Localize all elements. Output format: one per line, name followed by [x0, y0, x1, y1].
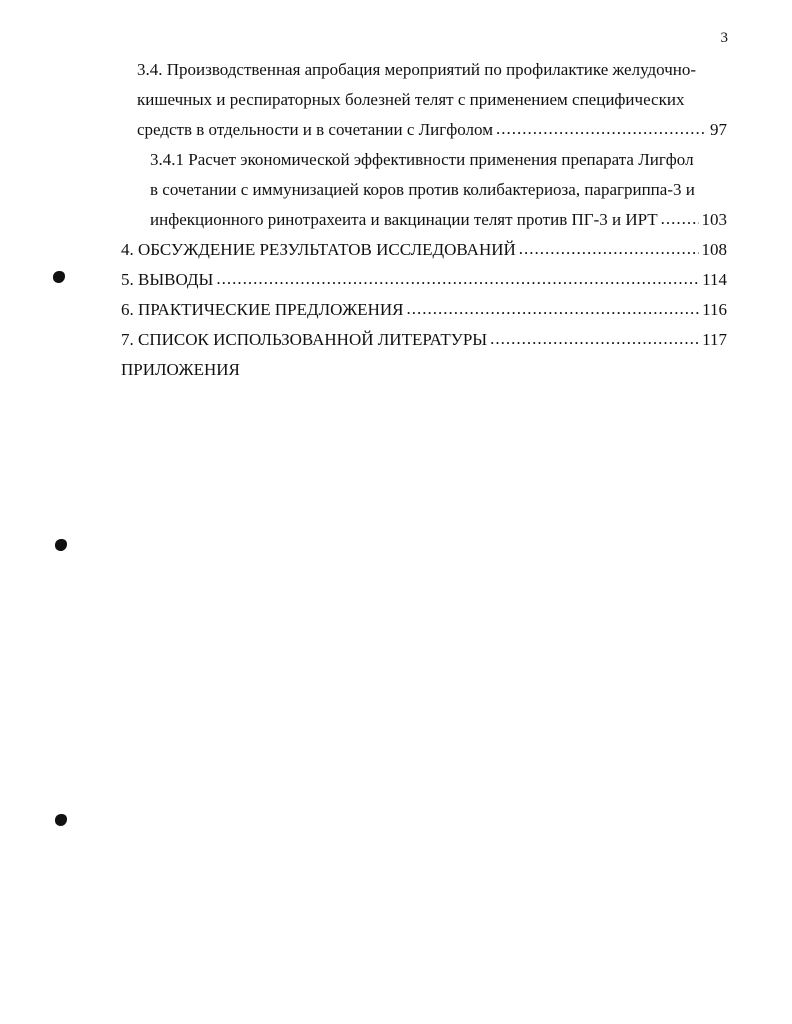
toc-entry-6 — [121, 295, 727, 325]
toc-entry-3-4 — [137, 115, 727, 145]
toc-4-page: 108 — [701, 240, 727, 259]
toc-3-4-1-line-1: 3.4.1 Расчет экономической эффективности применения препарата Лигфол — [150, 150, 694, 169]
toc-3-4-1-line-2: в сочетании с иммунизацией коров против колибактериоза, парагриппа-3 и — [150, 180, 695, 199]
toc-entry-4 — [121, 235, 727, 265]
toc-entry-3-4-1 — [150, 205, 727, 235]
toc-6-page: 116 — [702, 300, 727, 319]
dot-leader — [496, 114, 707, 144]
toc-entry-7 — [121, 325, 727, 355]
toc-3-4-line-2: кишечных и респираторных болезней телят с применением специфических — [137, 90, 685, 109]
toc-3-4-1-page: 103 — [701, 210, 727, 229]
dot-leader — [406, 294, 699, 324]
toc-4-title: 4. ОБСУЖДЕНИЕ РЕЗУЛЬТАТОВ ИССЛЕДОВАНИЙ — [121, 240, 516, 259]
toc-3-4-1-line-3: инфекционного ринотрахеита и вакцинации телят против ПГ-3 и ИРТ — [150, 210, 658, 229]
toc-3-4-line-3: средств в отдельности и в сочетании с Лигфолом — [137, 120, 493, 139]
dot-leader — [216, 264, 699, 294]
toc-6-title: 6. ПРАКТИЧЕСКИЕ ПРЕДЛОЖЕНИЯ — [121, 300, 404, 319]
page-number: 3 — [720, 30, 728, 46]
toc-5-title: 5. ВЫВОДЫ — [121, 270, 214, 289]
toc-appendix: ПРИЛОЖЕНИЯ — [121, 360, 240, 379]
dot-leader — [519, 234, 699, 264]
dot-leader — [490, 324, 699, 354]
toc-5-page: 114 — [702, 270, 727, 289]
toc-entry-5 — [121, 265, 727, 295]
dot-leader — [661, 204, 699, 234]
toc-7-title: 7. СПИСОК ИСПОЛЬЗОВАННОЙ ЛИТЕРАТУРЫ — [121, 330, 488, 349]
toc-3-4-page: 97 — [710, 120, 727, 139]
toc-3-4-line-1: 3.4. Производственная апробация мероприятий по профилактике желудочно- — [137, 60, 697, 79]
punch-hole-mark — [55, 814, 67, 826]
toc-7-page: 117 — [702, 330, 727, 349]
punch-hole-mark — [53, 271, 65, 283]
punch-hole-mark — [55, 539, 67, 551]
